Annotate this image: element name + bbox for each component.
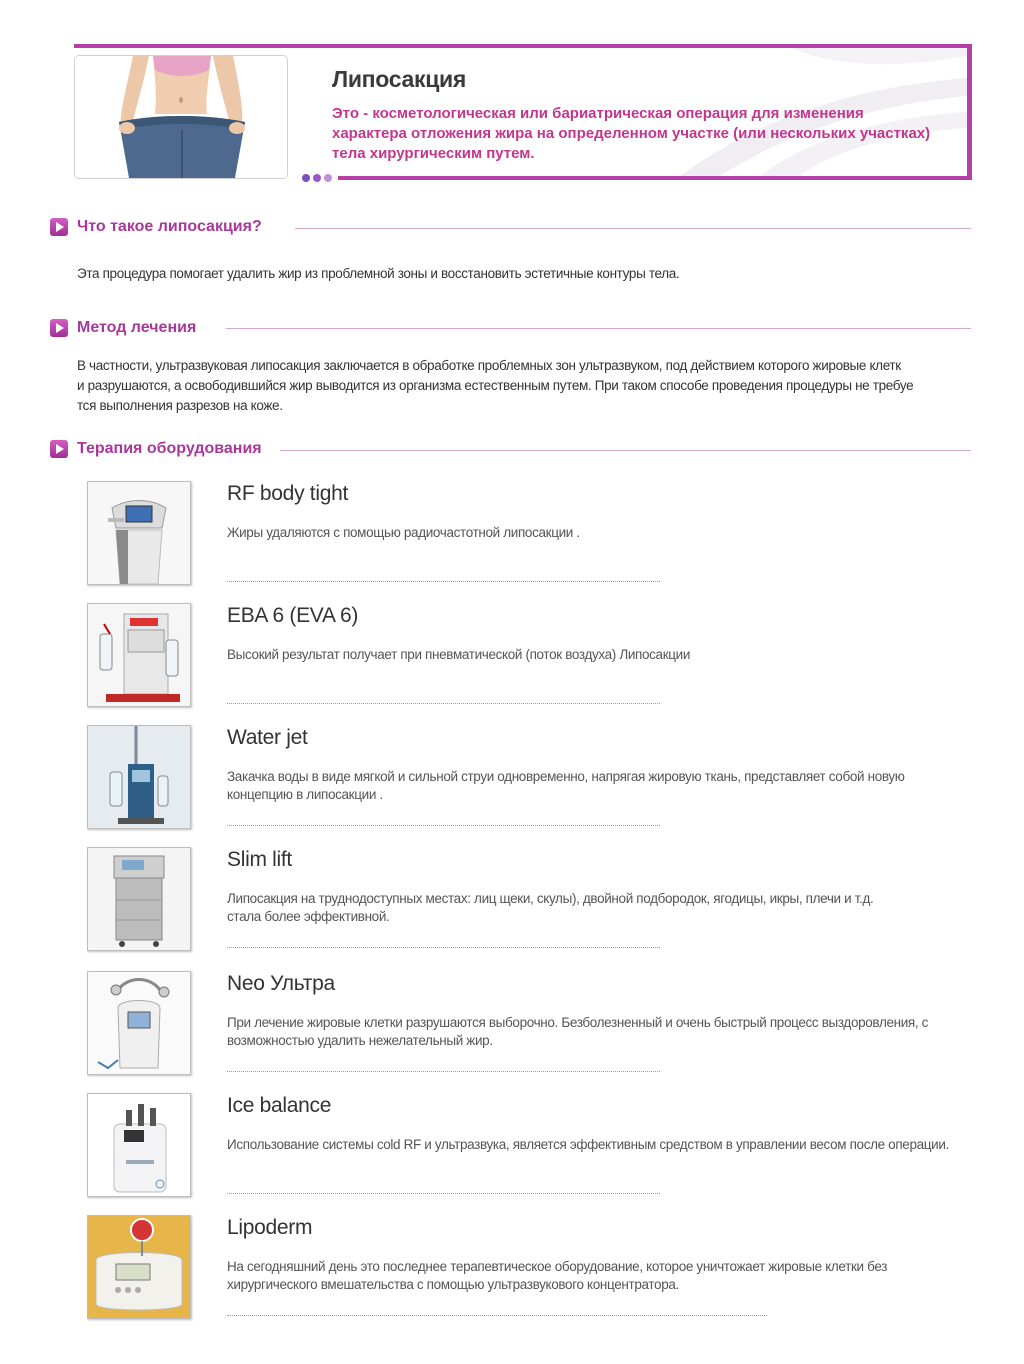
eva6-device-icon <box>87 603 191 707</box>
equipment-name: EBA 6 (EVA 6) <box>227 604 359 627</box>
equipment-description: Высокий результат получает при пневматической (поток воздуха) Липосакции <box>227 647 691 662</box>
section-title: Терапия оборудования <box>77 440 262 457</box>
dot-icon <box>302 174 310 182</box>
section-equipment <box>50 438 262 460</box>
equipment-description: При лечение жировые клетки разрушаются выборочно. Безболезненный и очень быстрый процесс выздоровления, с возможностью удалить нежелательный жир. <box>227 1015 929 1048</box>
header-bottom-border <box>338 176 972 180</box>
ice-balance-device-icon <box>87 1093 191 1197</box>
equipment-name: Water jet <box>227 726 308 749</box>
equipment-description: Использование системы cold RF и ультразвука, является эффективным средством в управлении весом после операции. <box>227 1137 949 1152</box>
text-line: В частности, ультразвуковая липосакция заключается в обработке проблемных зон ультразвуком, под действием которого жировые клетк <box>77 358 901 373</box>
section-method <box>50 317 196 339</box>
dot-icon <box>313 174 321 182</box>
water-jet-device-icon <box>87 725 191 829</box>
page-title: Липосакция <box>332 66 466 92</box>
section-title: Что такое липосакция? <box>77 218 262 235</box>
equipment-description: Закачка воды в виде мягкой и сильной струи одновременно, напрягая жировую ткань, представляет собой новую концепцию в липосакции . <box>227 769 905 802</box>
play-bullet-icon <box>50 319 68 337</box>
page-intro: Это - косметологическая или бариатрическая операция для изменения характера отложения жира на определенном участке (или нескольких участках) тела хирургическим путем. <box>332 105 931 162</box>
header-dots <box>302 173 332 183</box>
section-divider <box>280 450 971 451</box>
equipment-description: На сегодняшний день это последнее терапевтическое оборудование, которое уничтожает жировые клетки без хирургического вмешательства с помощью ультразвукового концентратора. <box>227 1259 888 1292</box>
section-title: Метод лечения <box>77 319 197 336</box>
header-right-border <box>967 44 972 180</box>
item-divider <box>227 1071 660 1072</box>
item-divider <box>227 1193 660 1194</box>
dot-icon <box>324 174 332 182</box>
section-divider <box>226 328 971 329</box>
slim-lift-device-icon <box>87 847 191 951</box>
section-divider <box>295 228 971 229</box>
liposuction-photo <box>74 55 288 179</box>
text-line: тся выполнения разрезов на коже. <box>77 398 283 413</box>
section-text <box>77 356 977 416</box>
equipment-description: Жиры удаляются с помощью радиочастотной липосакции . <box>227 525 580 540</box>
item-divider <box>227 825 660 826</box>
section-what-is <box>50 216 262 238</box>
equipment-description: Липосакция на труднодоступных местах: лиц щеки, скулы), двойной подбородок, ягодицы, икры, плечи и т.д. стала более эффективной. <box>227 891 874 924</box>
item-divider <box>227 581 660 582</box>
equipment-name: Slim lift <box>227 848 292 871</box>
lipoderm-device-icon <box>87 1215 191 1319</box>
item-divider <box>227 1315 767 1316</box>
equipment-name: RF body tight <box>227 482 348 505</box>
rf-body-tight-device-icon <box>87 481 191 585</box>
equipment-name: Lipoderm <box>227 1216 313 1239</box>
equipment-name: Neo Ультра <box>227 972 335 995</box>
text-line: и разрушаются, а освободившийся жир выводится из организма естественным путем. При таком способе проведения процедуры не требуе <box>77 378 914 393</box>
section-text: Эта процедура помогает удалить жир из проблемной зоны и восстановить эстетичные контуры тела. <box>77 266 680 281</box>
play-bullet-icon <box>50 218 68 236</box>
equipment-name: Ice balance <box>227 1094 332 1117</box>
play-bullet-icon <box>50 440 68 458</box>
item-divider <box>227 703 660 704</box>
item-divider <box>227 947 660 948</box>
neo-ultra-device-icon <box>87 971 191 1075</box>
